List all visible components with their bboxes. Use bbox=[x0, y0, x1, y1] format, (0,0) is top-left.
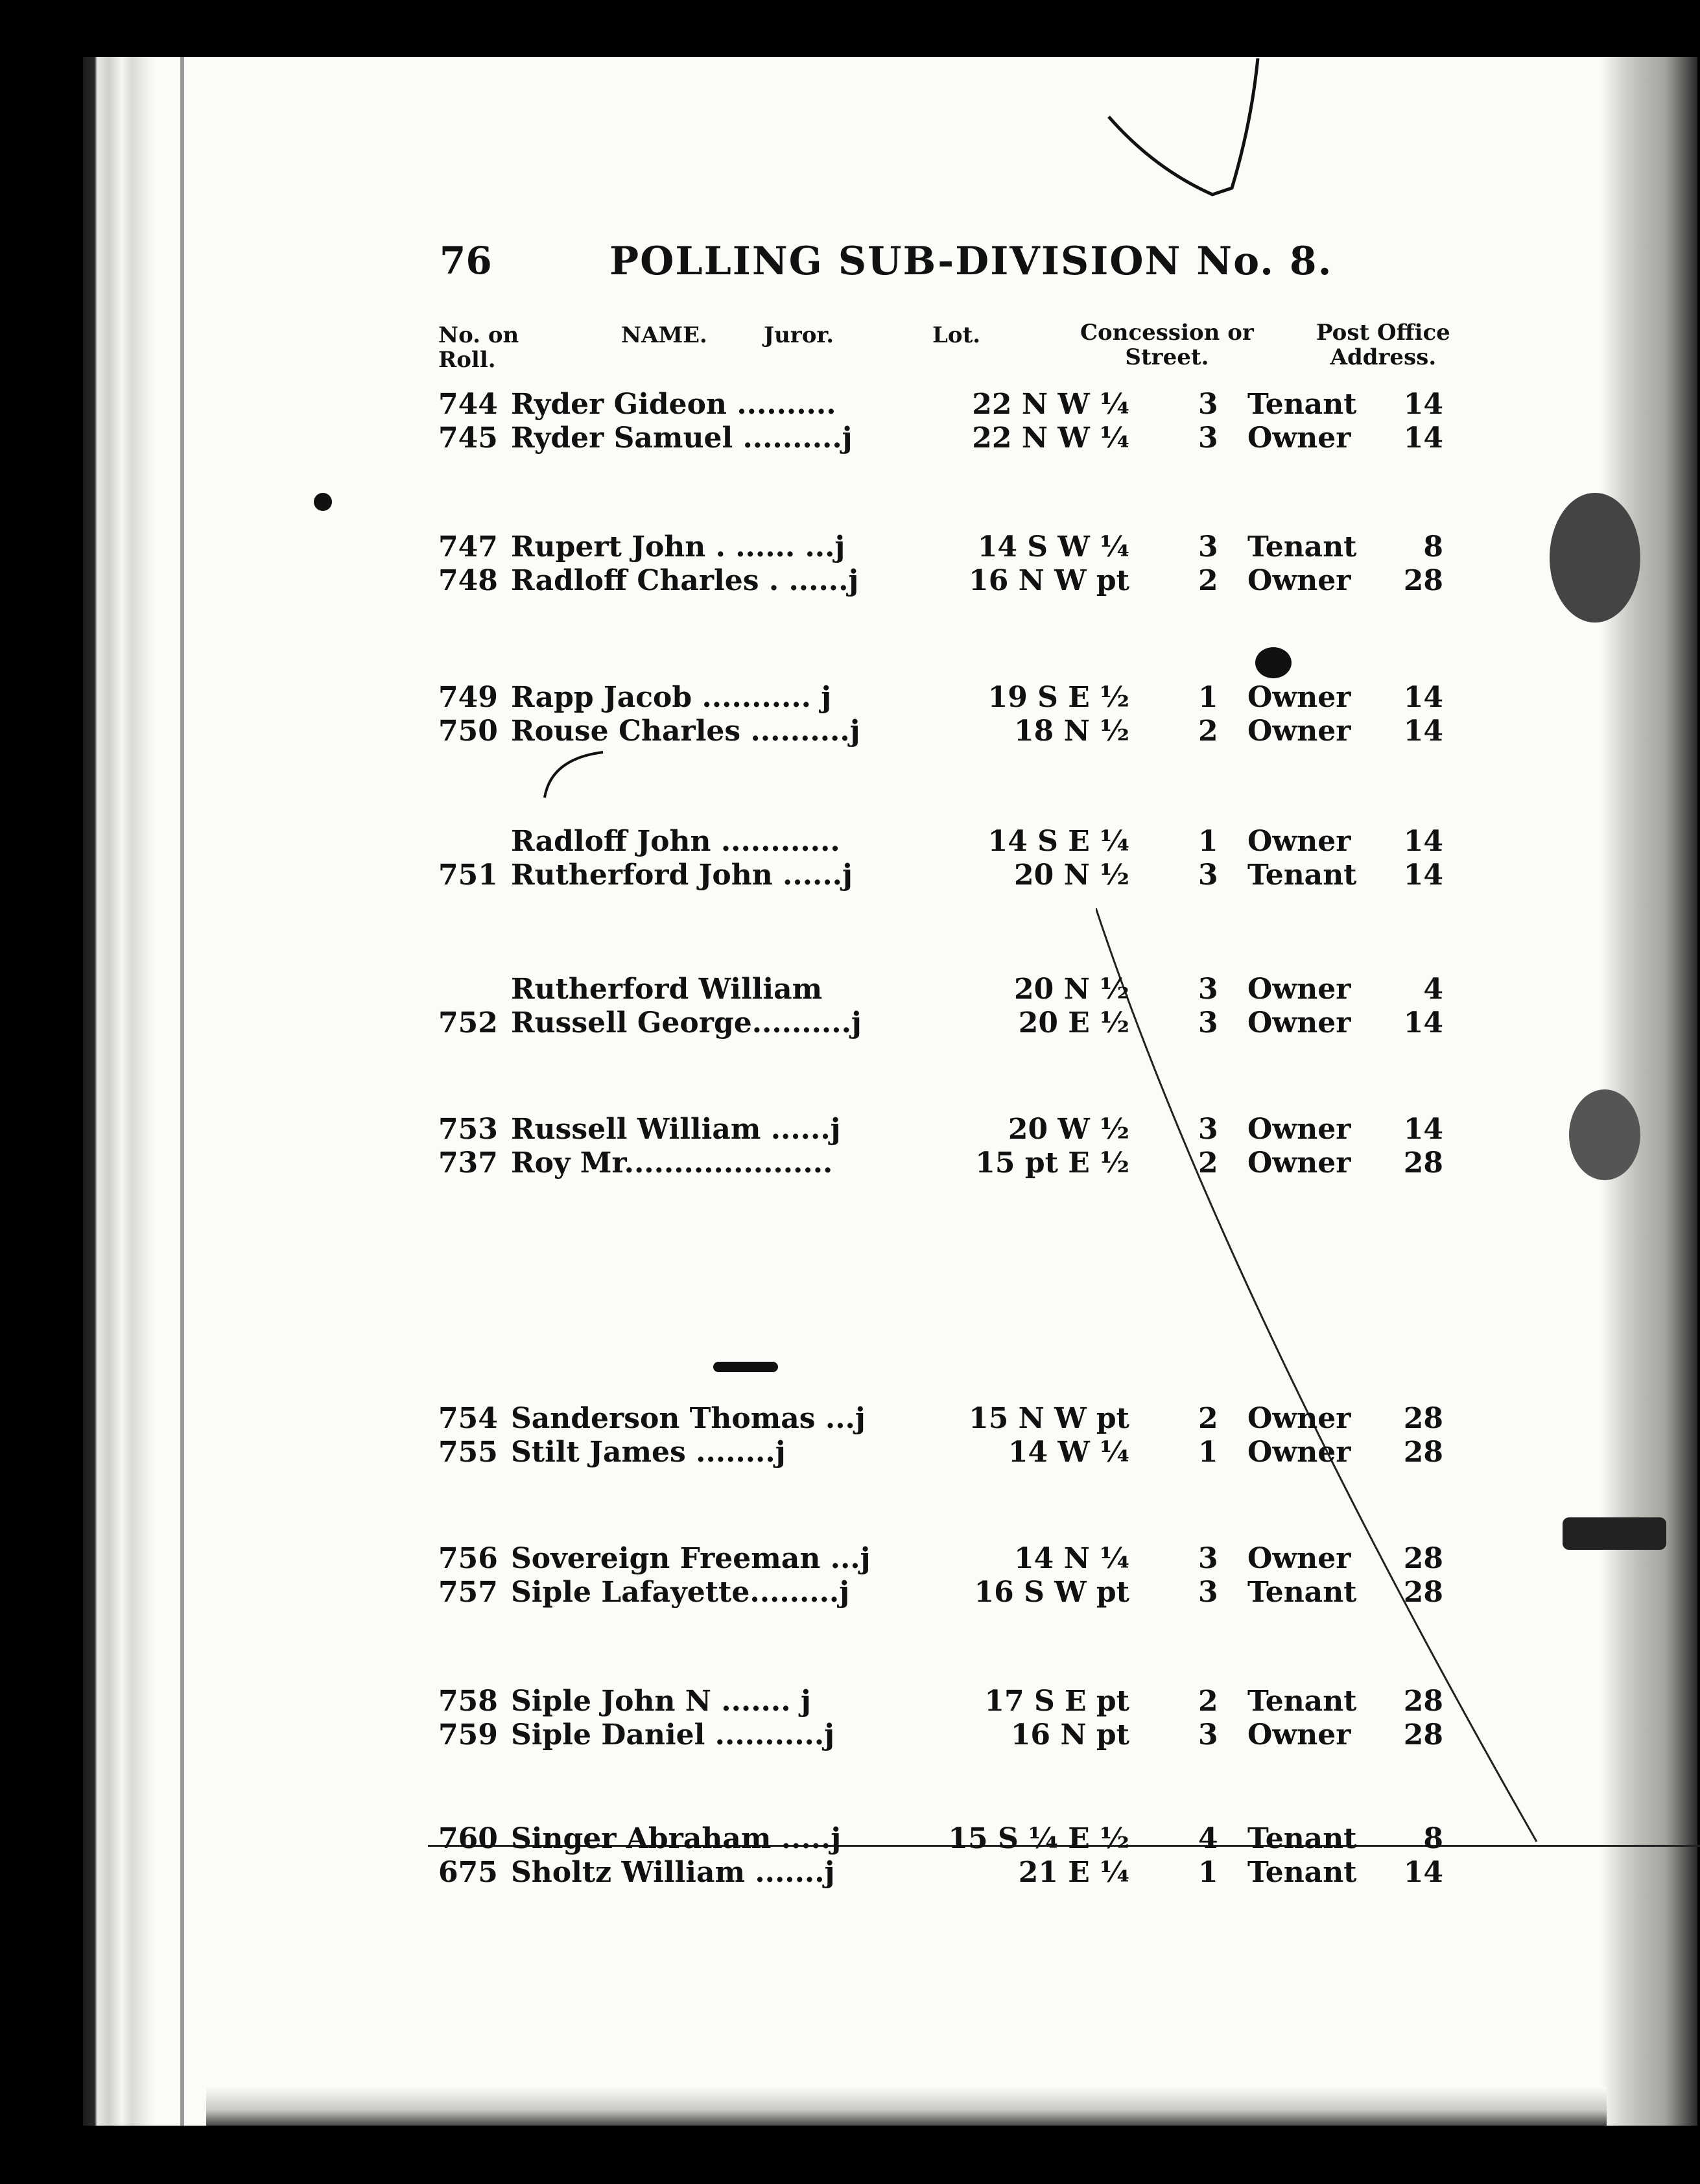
tenure-status: Tenant bbox=[1247, 1576, 1357, 1609]
post-office-address: 28 bbox=[1403, 1685, 1443, 1718]
table-row bbox=[0, 1822, 1700, 1857]
tenure-status: Owner bbox=[1247, 421, 1351, 455]
lot-value: 15 pt E ½ bbox=[975, 1146, 1129, 1180]
post-office-address: 14 bbox=[1403, 681, 1443, 714]
tenure-status: Owner bbox=[1247, 1436, 1351, 1469]
post-office-address: 28 bbox=[1403, 1402, 1443, 1435]
table-row bbox=[0, 1113, 1700, 1148]
lot-value: 16 S W pt bbox=[974, 1576, 1129, 1609]
tenure-status: Tenant bbox=[1247, 388, 1357, 421]
voter-name: Rutherford William bbox=[511, 973, 823, 1006]
lot-value: 17 S E pt bbox=[984, 1685, 1129, 1718]
roll-number: 752 bbox=[438, 1006, 498, 1039]
tenure-status: Owner bbox=[1247, 1718, 1351, 1751]
lot-value: 19 S E ½ bbox=[987, 681, 1129, 714]
voter-name: Singer Abraham .....j bbox=[511, 1822, 842, 1855]
table-row bbox=[0, 530, 1700, 565]
lot-value: 20 W ½ bbox=[1008, 1113, 1129, 1146]
page-number: 76 bbox=[440, 239, 492, 283]
table-row bbox=[0, 1436, 1700, 1471]
table-row bbox=[0, 388, 1700, 423]
roll-number: 675 bbox=[438, 1856, 498, 1889]
concession-value: 2 bbox=[1198, 1402, 1218, 1435]
voter-name: Sanderson Thomas ...j bbox=[511, 1402, 866, 1435]
tenure-status: Owner bbox=[1247, 1006, 1351, 1039]
table-row bbox=[0, 825, 1700, 860]
voter-name: Rapp Jacob ........... j bbox=[511, 681, 832, 714]
tenure-status: Owner bbox=[1247, 715, 1351, 748]
tenure-status: Owner bbox=[1247, 1113, 1351, 1146]
lot-value: 21 E ¼ bbox=[1018, 1856, 1129, 1889]
column-header-concession: Concession or Street. bbox=[1080, 320, 1254, 370]
voter-name: Rupert John . ...... ...j bbox=[511, 530, 845, 564]
concession-value: 2 bbox=[1198, 564, 1218, 597]
voter-name: Siple John N ....... j bbox=[511, 1685, 811, 1718]
column-header-name: NAME. bbox=[621, 322, 707, 348]
roll-number: 747 bbox=[438, 530, 498, 564]
lot-value: 20 N ½ bbox=[1014, 973, 1129, 1006]
table-row bbox=[0, 564, 1700, 599]
concession-value: 3 bbox=[1198, 388, 1218, 421]
post-office-address: 14 bbox=[1403, 825, 1443, 858]
tenure-status: Tenant bbox=[1247, 1685, 1357, 1718]
tenure-status: Tenant bbox=[1247, 530, 1357, 564]
roll-number: 755 bbox=[438, 1436, 498, 1469]
roll-number: 749 bbox=[438, 681, 498, 714]
lot-value: 22 N W ¼ bbox=[972, 388, 1129, 421]
voter-name: Russell George..........j bbox=[511, 1006, 862, 1039]
column-header-no-on-roll: No. on Roll. bbox=[438, 322, 519, 373]
table-row bbox=[0, 1542, 1700, 1577]
roll-number: 744 bbox=[438, 388, 498, 421]
post-office-address: 14 bbox=[1403, 1113, 1443, 1146]
lot-value: 14 S W ¼ bbox=[977, 530, 1129, 564]
concession-value: 3 bbox=[1198, 973, 1218, 1006]
tenure-status: Owner bbox=[1247, 825, 1351, 858]
tenure-status: Owner bbox=[1247, 1542, 1351, 1575]
lot-value: 14 N ¼ bbox=[1014, 1542, 1129, 1575]
tenure-status: Tenant bbox=[1247, 1856, 1357, 1889]
table-row bbox=[0, 681, 1700, 716]
post-office-address: 28 bbox=[1403, 1436, 1443, 1469]
voter-name: Radloff Charles . ......j bbox=[511, 564, 859, 597]
tenure-status: Owner bbox=[1247, 564, 1351, 597]
post-office-address: 8 bbox=[1423, 1822, 1443, 1855]
concession-value: 1 bbox=[1198, 825, 1218, 858]
table-row bbox=[0, 973, 1700, 1008]
roll-number: 750 bbox=[438, 715, 498, 748]
roll-number: 751 bbox=[438, 859, 498, 892]
lot-value: 14 S E ¼ bbox=[987, 825, 1129, 858]
post-office-address: 14 bbox=[1403, 715, 1443, 748]
concession-value: 1 bbox=[1198, 1436, 1218, 1469]
post-office-address: 14 bbox=[1403, 1856, 1443, 1889]
post-office-address: 8 bbox=[1423, 530, 1443, 564]
tenure-status: Tenant bbox=[1247, 1822, 1357, 1855]
post-office-address: 14 bbox=[1403, 859, 1443, 892]
page-title: POLLING SUB-DIVISION No. 8. bbox=[609, 239, 1333, 284]
lot-value: 22 N W ¼ bbox=[972, 421, 1129, 455]
concession-value: 3 bbox=[1198, 530, 1218, 564]
concession-value: 3 bbox=[1198, 1542, 1218, 1575]
table-row bbox=[0, 715, 1700, 750]
tenure-status: Tenant bbox=[1247, 859, 1357, 892]
lot-value: 16 N W pt bbox=[969, 564, 1129, 597]
table-row bbox=[0, 859, 1700, 894]
concession-value: 1 bbox=[1198, 681, 1218, 714]
column-header-juror: Juror. bbox=[764, 322, 834, 348]
voter-name: Ryder Gideon .......... bbox=[511, 388, 836, 421]
table-row bbox=[0, 421, 1700, 457]
tenure-status: Owner bbox=[1247, 973, 1351, 1006]
table-row bbox=[0, 1402, 1700, 1437]
concession-value: 2 bbox=[1198, 1146, 1218, 1180]
roll-number: 748 bbox=[438, 564, 498, 597]
voter-name: Sholtz William .......j bbox=[511, 1856, 835, 1889]
lot-value: 16 N pt bbox=[1010, 1718, 1129, 1751]
voter-name: Russell William ......j bbox=[511, 1113, 841, 1146]
concession-value: 4 bbox=[1198, 1822, 1218, 1855]
concession-value: 2 bbox=[1198, 715, 1218, 748]
table-row bbox=[0, 1576, 1700, 1611]
concession-value: 3 bbox=[1198, 859, 1218, 892]
tenure-status: Owner bbox=[1247, 1146, 1351, 1180]
column-header-post-office: Post Office Address. bbox=[1316, 320, 1450, 370]
post-office-address: 14 bbox=[1403, 421, 1443, 455]
table-row bbox=[0, 1856, 1700, 1891]
lot-value: 20 N ½ bbox=[1014, 859, 1129, 892]
lot-value: 15 N W pt bbox=[969, 1402, 1129, 1435]
ink-blot bbox=[1255, 647, 1292, 678]
page-header bbox=[0, 239, 1700, 284]
pen-mark-left bbox=[538, 746, 616, 804]
post-office-address: 28 bbox=[1403, 1718, 1443, 1751]
table-row bbox=[0, 1146, 1700, 1181]
voter-name: Ryder Samuel ..........j bbox=[511, 421, 853, 455]
pen-mark-top bbox=[1102, 58, 1271, 201]
post-office-address: 28 bbox=[1403, 564, 1443, 597]
concession-value: 3 bbox=[1198, 421, 1218, 455]
post-office-address: 28 bbox=[1403, 1576, 1443, 1609]
table-row bbox=[0, 1685, 1700, 1720]
roll-number: 737 bbox=[438, 1146, 498, 1180]
post-office-address: 28 bbox=[1403, 1542, 1443, 1575]
voter-name: Stilt James ........j bbox=[511, 1436, 786, 1469]
post-office-address: 4 bbox=[1423, 973, 1443, 1006]
lot-value: 14 W ¼ bbox=[1008, 1436, 1129, 1469]
column-header-lot: Lot. bbox=[932, 322, 981, 348]
concession-value: 1 bbox=[1198, 1856, 1218, 1889]
roll-number: 754 bbox=[438, 1402, 498, 1435]
tenure-status: Owner bbox=[1247, 681, 1351, 714]
post-office-address: 14 bbox=[1403, 1006, 1443, 1039]
roll-number: 759 bbox=[438, 1718, 498, 1751]
voter-name: Siple Daniel ...........j bbox=[511, 1718, 835, 1751]
table-row bbox=[0, 1718, 1700, 1753]
concession-value: 3 bbox=[1198, 1576, 1218, 1609]
tenure-status: Owner bbox=[1247, 1402, 1351, 1435]
roll-number: 756 bbox=[438, 1542, 498, 1575]
roll-number: 758 bbox=[438, 1685, 498, 1718]
voter-name: Roy Mr..................... bbox=[511, 1146, 833, 1180]
voter-name: Radloff John ............ bbox=[511, 825, 840, 858]
post-office-address: 28 bbox=[1403, 1146, 1443, 1180]
voter-name: Rutherford John ......j bbox=[511, 859, 853, 892]
roll-number: 753 bbox=[438, 1113, 498, 1146]
lot-value: 20 E ½ bbox=[1018, 1006, 1129, 1039]
roll-number: 757 bbox=[438, 1576, 498, 1609]
table-row bbox=[0, 1006, 1700, 1041]
roll-number: 760 bbox=[438, 1822, 498, 1855]
book-binding bbox=[83, 57, 219, 2126]
concession-value: 3 bbox=[1198, 1006, 1218, 1039]
voter-name: Rouse Charles ..........j bbox=[511, 715, 860, 748]
concession-value: 2 bbox=[1198, 1685, 1218, 1718]
voter-name: Siple Lafayette.........j bbox=[511, 1576, 850, 1609]
lot-value: 15 S ¼ E ½ bbox=[948, 1822, 1129, 1855]
ink-blot bbox=[713, 1362, 778, 1372]
voter-name: Sovereign Freeman ...j bbox=[511, 1542, 871, 1575]
concession-value: 3 bbox=[1198, 1113, 1218, 1146]
post-office-address: 14 bbox=[1403, 388, 1443, 421]
concession-value: 3 bbox=[1198, 1718, 1218, 1751]
page-bottom-edge bbox=[206, 2087, 1607, 2126]
lot-value: 18 N ½ bbox=[1014, 715, 1129, 748]
ink-blot bbox=[314, 493, 332, 511]
roll-number: 745 bbox=[438, 421, 498, 455]
